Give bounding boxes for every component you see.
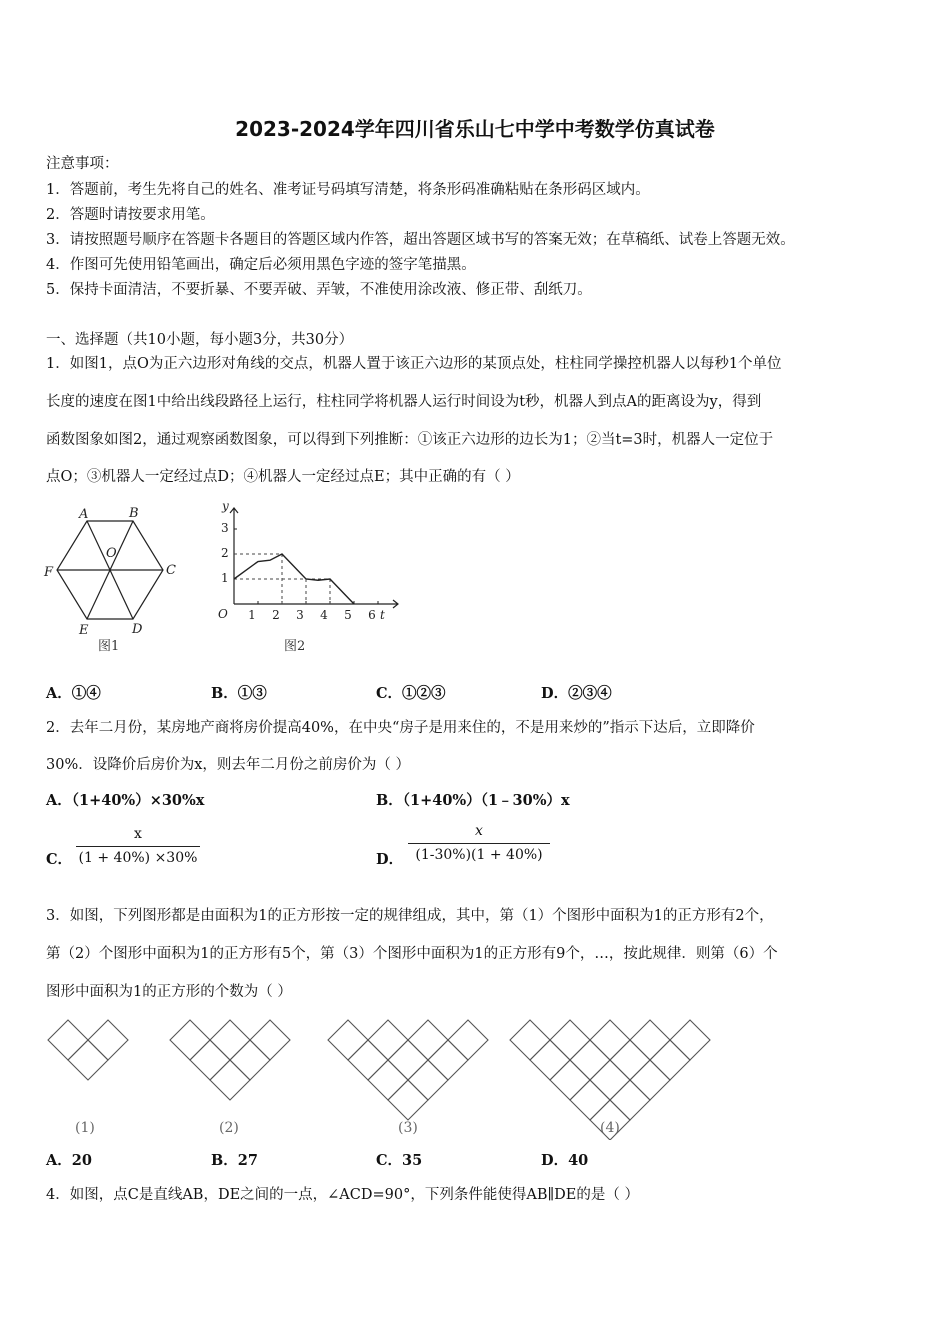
x-tick-label: 5 (344, 608, 352, 622)
x-tick-label: 2 (272, 608, 280, 622)
notice-item: 1．答题前，考生先将自己的姓名、准考证号码填写清楚，将条形码准确粘贴在条形码区域内。 (46, 182, 650, 198)
notice-item: 2．答题时请按要求用笔。 (46, 207, 215, 223)
vertex-label-f: F (44, 565, 54, 580)
unit-square (510, 1020, 550, 1060)
q3-square-patterns (0, 1000, 950, 1140)
origin-label: O (218, 607, 228, 621)
q2-line: 2．去年二月份，某房地产商将房价提高40%，在中央“房子是用来住的，不是用来炒的”指示下达后，立即降价 (46, 720, 755, 736)
vertex-label-e: E (79, 623, 89, 638)
x-tick-label: 3 (296, 608, 304, 622)
unit-square (630, 1060, 670, 1100)
y-tick-label: 3 (221, 521, 229, 535)
unit-square (88, 1020, 128, 1060)
q3-line: 3．如图，下列图形都是由面积为1的正方形按一定的规律组成，其中，第（1）个图形中面积为1的正方形有2个， (46, 908, 774, 924)
unit-square (368, 1020, 408, 1060)
q1-option-a: A．①④ (46, 685, 101, 702)
unit-square (428, 1040, 468, 1080)
q1-line: 长度的速度在图1中给出线段路径上运行，柱柱同学将机器人运行时间设为t秒，机器人到点A的距离设为y，得到 (46, 394, 762, 410)
q4-line: 4．如图，点C是直线AB，DE之间的一点，∠ACD=90°，下列条件能使得AB∥DE的是（ ） (46, 1187, 639, 1203)
vertex-label-d: D (132, 622, 143, 637)
q3-option-b: B．27 (211, 1152, 258, 1169)
unit-square (610, 1080, 650, 1120)
unit-square (590, 1020, 630, 1060)
unit-square (650, 1040, 690, 1080)
x-tick-label: 1 (248, 608, 256, 622)
unit-square (210, 1020, 250, 1060)
q3-line: 第（2）个图形中面积为1的正方形有5个，第（3）个图形中面积为1的正方形有9个，…，按此规律．则第（6）个 (46, 946, 778, 962)
q1-line: 函数图象如图2，通过观察函数图象，可以得到下列推断：①该正六边形的边长为1；②当t=3时，机器人一定位于 (46, 432, 774, 448)
fraction-bar (76, 846, 200, 847)
pattern-caption: (3) (398, 1120, 418, 1136)
q2-line: 30%．设降价后房价为x，则去年二月份之前房价为（ ） (46, 757, 411, 773)
q1-option-c: C．①②③ (376, 685, 446, 702)
center-label-o: O (106, 546, 117, 561)
unit-square (670, 1020, 710, 1060)
unit-square (610, 1040, 650, 1080)
vertex-label-a: A (79, 507, 89, 522)
unit-square (230, 1040, 270, 1080)
q2-option-c-fraction (76, 826, 200, 872)
q2-option-d-fraction (408, 823, 550, 869)
q1-option-d: D．②③④ (541, 685, 612, 702)
vertex-label-b: B (129, 506, 139, 521)
q1-figure1-hexagon (40, 500, 190, 660)
q2-option-a: A．（1+40%）×30%x (46, 792, 205, 809)
notice-heading: 注意事项： (46, 156, 119, 172)
fig1-caption: 图1 (98, 639, 120, 654)
notice-item: 4．作图可先使用铅笔画出，确定后必须用黑色字迹的签字笔描黑。 (46, 257, 476, 273)
x-tick-label: 6 (368, 608, 376, 622)
notice-item: 5．保持卡面清洁，不要折暴、不要弄破、弄皱，不准使用涂改液、修正带、刮纸刀。 (46, 282, 592, 298)
y-tick-label: 2 (221, 546, 229, 560)
unit-square (368, 1060, 408, 1100)
unit-square (48, 1020, 88, 1060)
unit-square (448, 1020, 488, 1060)
q2-option-b: B．（1+40%）（1﹣30%）x (376, 792, 570, 809)
unit-square (550, 1020, 590, 1060)
unit-square (68, 1040, 108, 1080)
q3-line: 图形中面积为1的正方形的个数为（ ） (46, 984, 292, 1000)
fraction-denominator: (1 + 40%) ×30% (78, 850, 198, 866)
fraction-numerator: x (134, 826, 142, 842)
q1-option-b: B．①③ (211, 685, 267, 702)
pattern-caption: (4) (600, 1120, 620, 1136)
unit-square (630, 1020, 670, 1060)
q3-option-d: D．40 (541, 1152, 589, 1169)
x-tick-label: 4 (320, 608, 328, 622)
unit-square (408, 1020, 448, 1060)
unit-square (190, 1040, 230, 1080)
fraction-bar (408, 843, 550, 844)
fig2-caption: 图2 (284, 639, 306, 654)
q1-figure2-graph (208, 500, 408, 660)
unit-square (348, 1040, 388, 1080)
pattern-caption: (1) (75, 1120, 95, 1136)
unit-square (408, 1060, 448, 1100)
q3-option-c: C．35 (376, 1152, 423, 1169)
unit-square (550, 1060, 590, 1100)
unit-square (328, 1020, 368, 1060)
fraction-denominator: (1-30%)(1 + 40%) (415, 847, 543, 863)
notice-item: 3．请按照题号顺序在答题卡各题目的答题区域内作答，超出答题区域书写的答案无效；在草稿纸、试卷上答题无效。 (46, 232, 795, 248)
q1-line: 1．如图1，点O为正六边形对角线的交点，机器人置于该正六边形的某顶点处，柱柱同学操控机器人以每秒1个单位 (46, 356, 782, 372)
q2-option-c-label: C． (46, 851, 73, 868)
unit-square (570, 1040, 610, 1080)
pattern-caption: (2) (219, 1120, 239, 1136)
q3-option-a: A．20 (46, 1152, 92, 1169)
x-axis-label: t (380, 608, 385, 622)
fraction-numerator: x (475, 823, 483, 839)
unit-square (210, 1060, 250, 1100)
section-heading: 一、选择题（共10小题，每小题3分，共30分） (46, 332, 354, 348)
unit-square (250, 1020, 290, 1060)
unit-square (530, 1040, 570, 1080)
q1-line: 点O；③机器人一定经过点D；④机器人一定经过点E；其中正确的有（ ） (46, 469, 520, 485)
unit-square (388, 1040, 428, 1080)
page-title: 2023-2024学年四川省乐山七中学中考数学仿真试卷 (235, 117, 715, 141)
y-tick-label: 1 (221, 571, 229, 585)
unit-square (388, 1080, 428, 1120)
unit-square (170, 1020, 210, 1060)
vertex-label-c: C (166, 563, 176, 578)
unit-square (590, 1060, 630, 1100)
y-axis-label: y (222, 500, 229, 513)
q2-option-d-label: D． (376, 851, 404, 868)
unit-square (570, 1080, 610, 1120)
